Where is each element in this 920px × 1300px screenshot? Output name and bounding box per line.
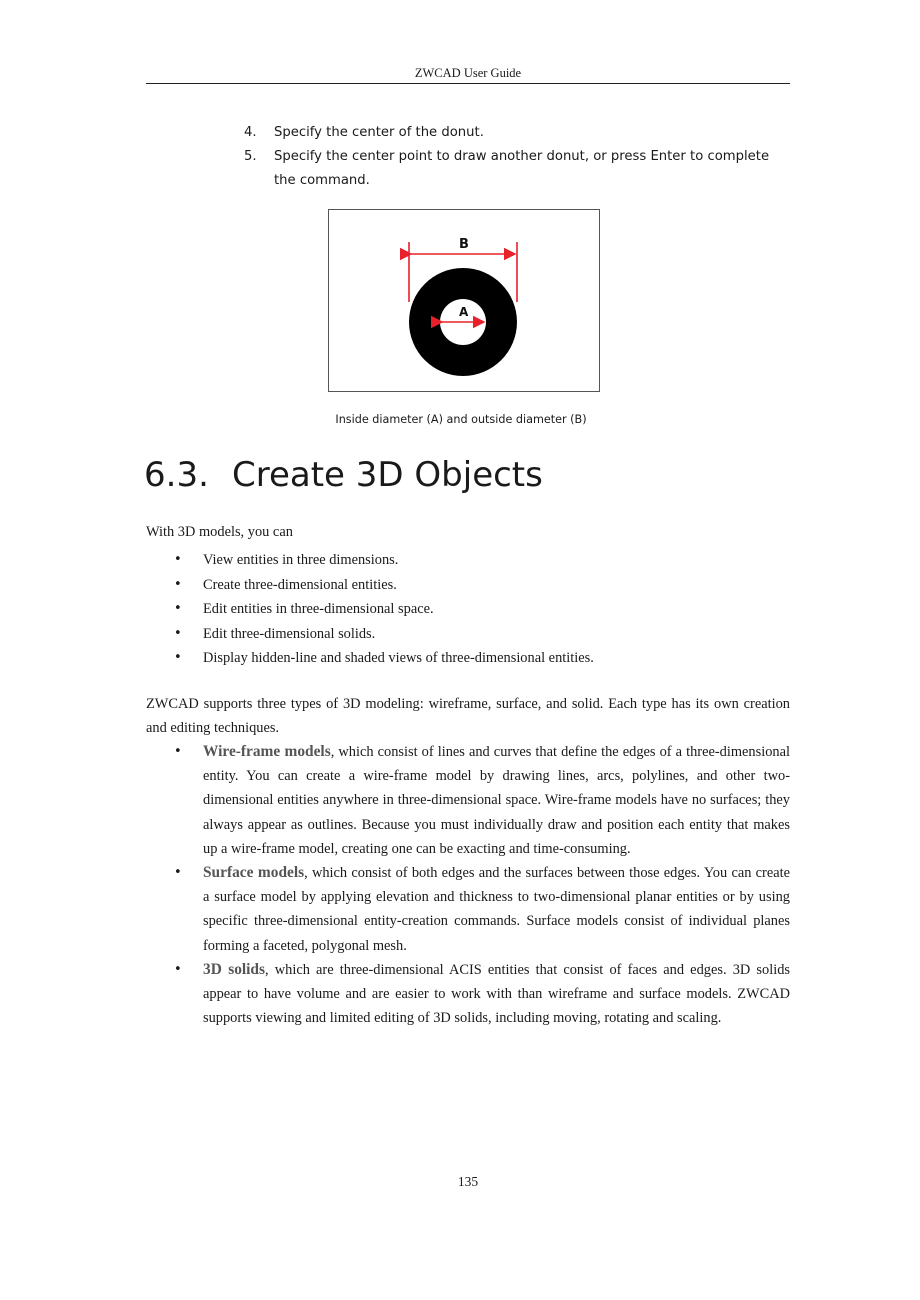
section-heading bbox=[144, 455, 543, 495]
model-type-list bbox=[174, 740, 790, 1030]
bullet-icon: • bbox=[174, 576, 182, 592]
model-description: , which consist of lines and curves that define the edges of a three-dimensional entity. You can create a wire-frame model by drawing lines, arcs, polylines, and other two-dimensional entities anywhere in three-dimensional space. Wire-frame models have no surfaces; they always appear as outlines. Because you must individually draw and position each entity that makes up a wire-frame model, creating one can be exacting and time-consuming. bbox=[203, 744, 790, 857]
step-item bbox=[244, 145, 792, 193]
list-item bbox=[174, 740, 790, 861]
label-a: A bbox=[459, 305, 469, 319]
step-text: Specify the center of the donut. bbox=[274, 125, 484, 140]
section-number: 6.3. bbox=[144, 455, 209, 495]
list-item-text: Edit entities in three-dimensional space. bbox=[203, 601, 434, 617]
list-item bbox=[174, 958, 790, 1031]
donut-diagram-svg bbox=[329, 210, 598, 390]
running-header: ZWCAD User Guide bbox=[414, 66, 522, 80]
bullet-icon: • bbox=[174, 650, 182, 665]
list-item bbox=[174, 622, 794, 647]
label-b: B bbox=[459, 237, 469, 252]
list-item bbox=[174, 573, 794, 598]
bullet-icon: • bbox=[174, 865, 182, 881]
figure-caption: Inside diameter (A) and outside diameter (B) bbox=[335, 413, 587, 426]
section-title: Create 3D Objects bbox=[232, 455, 543, 495]
bullet-icon: • bbox=[174, 744, 182, 759]
donut-diagram bbox=[328, 209, 600, 392]
step-item bbox=[244, 121, 792, 145]
bullet-icon: • bbox=[174, 625, 182, 641]
model-description: , which are three-dimensional ACIS entities that consist of faces and edges. 3D solids appear to have volume and are easier to work with than wireframe and surface models. ZWCAD supports viewing and limited editing of 3D solids, including moving, rotating and scaling. bbox=[203, 961, 791, 1027]
model-description: , which consist of both edges and the surfaces between those edges. You can create a surface model by applying elevation and thickness to two-dimensional planar entities or by using specific three-dimensional entity-creation commands. Surface models consist of individual planes forming a faceted, polygonal mesh. bbox=[203, 865, 790, 954]
list-item bbox=[174, 548, 794, 573]
list-item bbox=[174, 861, 790, 958]
list-item bbox=[174, 597, 794, 622]
model-term: Wire-frame models bbox=[203, 743, 331, 760]
list-item-text: Create three-dimensional entities. bbox=[203, 576, 397, 593]
model-term: Surface models bbox=[203, 864, 305, 882]
list-item-text: Display hidden-line and shaded views of three-dimensional entities. bbox=[203, 650, 594, 666]
list-item-text: Edit three-dimensional solids. bbox=[203, 625, 376, 642]
list-item-text: View entities in three dimensions. bbox=[203, 552, 399, 568]
intro-text: With 3D models, you can bbox=[146, 524, 293, 540]
bullet-icon: • bbox=[174, 552, 182, 567]
step-number: 5. bbox=[244, 149, 257, 164]
bullet-icon: • bbox=[174, 961, 182, 977]
header-rule bbox=[146, 83, 790, 84]
page-number: 135 bbox=[457, 1174, 479, 1189]
list-item bbox=[174, 646, 794, 671]
step-number: 4. bbox=[244, 125, 257, 140]
capability-list bbox=[174, 548, 794, 671]
model-term: 3D solids bbox=[203, 960, 265, 978]
step-list bbox=[244, 121, 792, 193]
modeling-types-paragraph: ZWCAD supports three types of 3D modeling: wireframe, surface, and solid. Each type has its own creation and editing techniques. bbox=[146, 696, 790, 736]
step-text: Specify the center point to draw another donut, or press Enter to complete the command. bbox=[274, 149, 770, 188]
bullet-icon: • bbox=[174, 601, 182, 616]
